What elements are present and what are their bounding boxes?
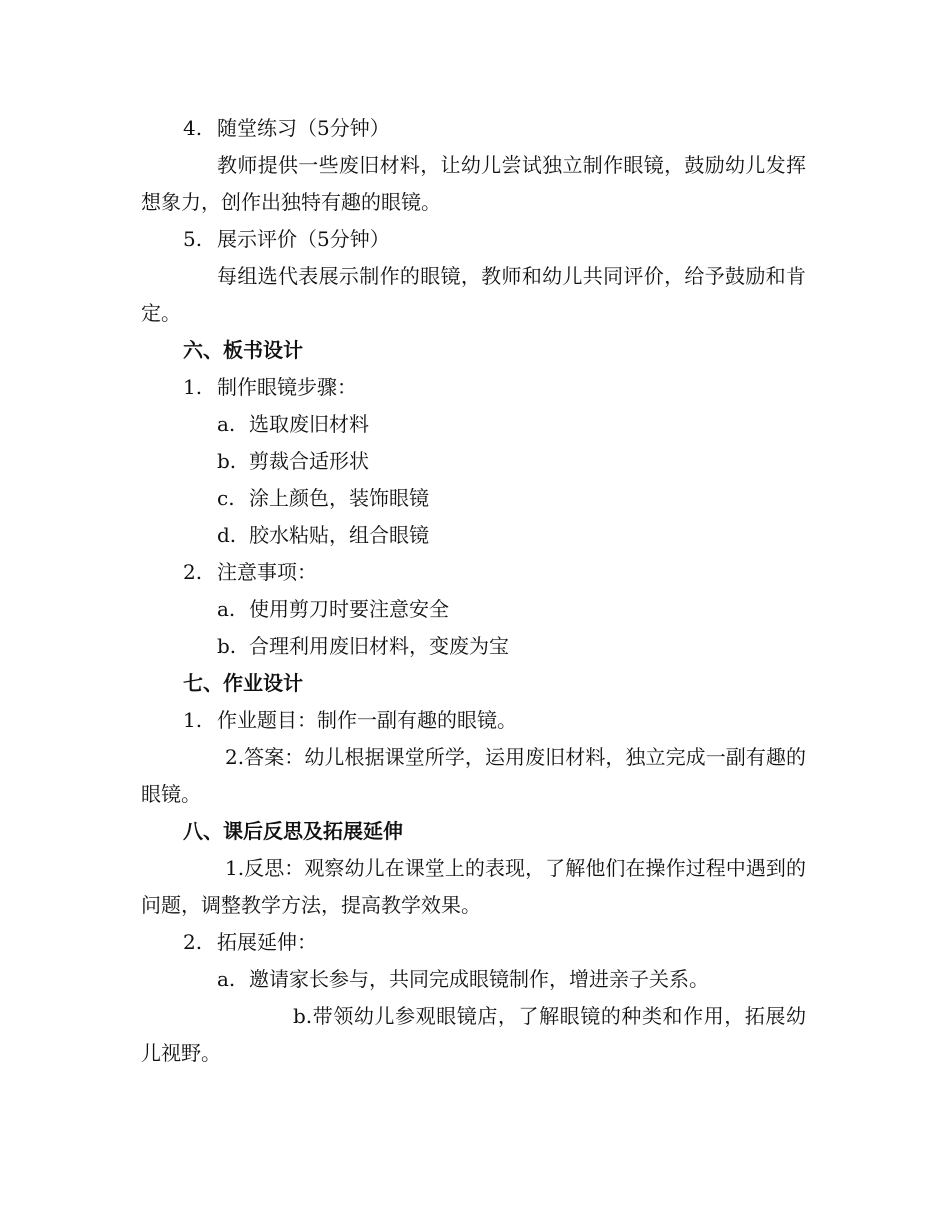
document-content [141,110,806,1072]
sub-list-letter: d. [217,523,237,547]
practice-title-text: 随堂练习（5分钟） [217,116,390,140]
list-item-text: 制作眼镜步骤： [217,375,357,399]
sub-list-letter: a. [217,967,236,991]
list-item [141,554,806,591]
list-item-text: 答案：幼儿根据课堂所学，运用废旧材料，独立完成一副有趣的眼镜。 [141,745,806,806]
practice-title [141,110,806,147]
sub-list-text: 带领幼儿参观眼镜店，了解眼镜的种类和作用，拓展幼儿视野。 [141,1004,806,1065]
sub-list-text: 邀请家长参与，共同完成眼镜制作，增进亲子关系。 [249,967,709,991]
sub-list-text: 剪裁合适形状 [249,449,369,473]
list-item-text: 注意事项： [217,560,317,584]
sub-list-text: 使用剪刀时要注意安全 [249,597,449,621]
evaluation-body: 每组选代表展示制作的眼镜，教师和幼儿共同评价，给予鼓励和肯定。 [141,264,806,325]
sub-list-item [141,961,806,998]
sub-list-text: 选取废旧材料 [249,412,369,436]
sub-list-letter: b. [293,1004,313,1028]
list-item-text: 作业题目：制作一副有趣的眼镜。 [217,708,517,732]
extension-item-b [141,998,806,1072]
sub-list-letter: a. [217,597,236,621]
sub-list-letter: b. [217,449,237,473]
homework-heading: 七、作业设计 [183,671,303,695]
reflection-heading: 八、课后反思及拓展延伸 [183,819,403,843]
list-number: 2. [225,745,245,769]
sub-list-text: 合理利用废旧材料，变废为宝 [249,634,509,658]
list-item [141,924,806,961]
sub-list-item [141,480,806,517]
sub-list-item [141,443,806,480]
list-number: 2. [183,560,203,584]
list-number: 1. [183,708,203,732]
sub-list-text: 涂上颜色，装饰眼镜 [249,486,429,510]
board-design-heading: 六、板书设计 [183,338,303,362]
sub-list-letter: b. [217,634,237,658]
sub-list-item [141,628,806,665]
list-item [141,702,806,739]
list-number: 1. [225,856,245,880]
sub-list-item [141,517,806,554]
sub-list-letter: c. [217,486,235,510]
sub-list-item [141,406,806,443]
list-number: 2. [183,930,203,954]
practice-body: 教师提供一些废旧材料，让幼儿尝试独立制作眼镜，鼓励幼儿发挥想象力，创作出独特有趣的眼镜。 [141,153,806,214]
sub-list-text: 胶水粘贴，组合眼镜 [249,523,429,547]
sub-list-item [141,591,806,628]
homework-answer [141,739,806,813]
list-number: 5. [183,227,203,251]
reflection-item [141,850,806,924]
list-item-text: 反思：观察幼儿在课堂上的表现，了解他们在操作过程中遇到的问题，调整教学方法，提高教学效果。 [141,856,806,917]
sub-list-letter: a. [217,412,236,436]
list-item-text: 拓展延伸： [217,930,317,954]
evaluation-title-text: 展示评价（5分钟） [217,227,390,251]
list-number: 4. [183,116,203,140]
list-number: 1. [183,375,203,399]
evaluation-title [141,221,806,258]
list-item [141,369,806,406]
